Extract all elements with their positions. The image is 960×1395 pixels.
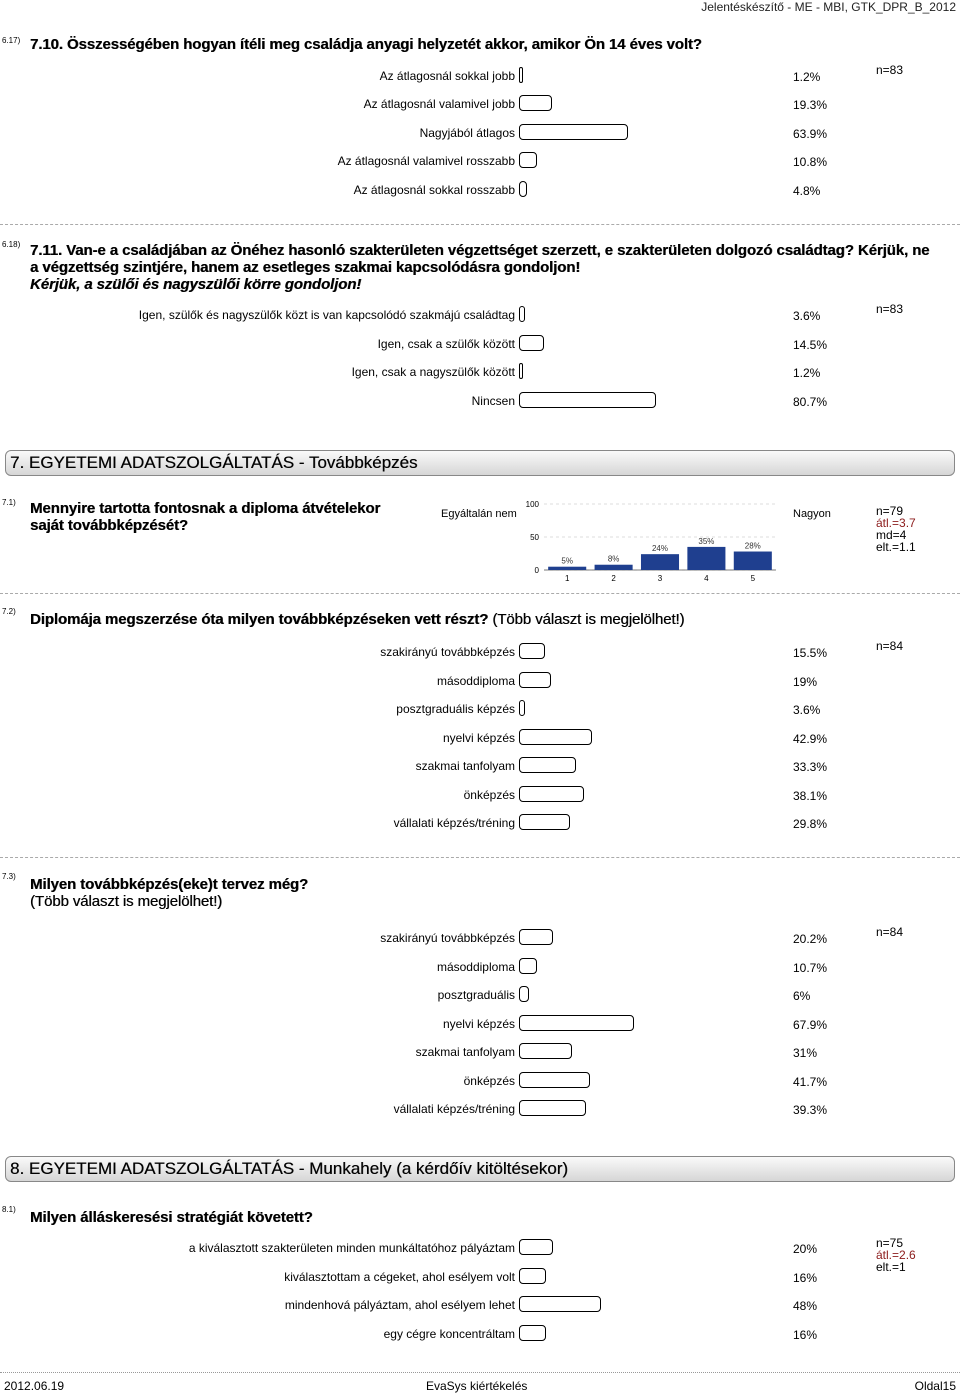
answer-percent: 14.5%	[793, 338, 828, 352]
answer-percent: 63.9%	[793, 127, 828, 141]
bar-data-label: 8%	[607, 554, 620, 564]
n-count: n=79	[876, 504, 904, 518]
question-title-line: saját továbbképzését?	[30, 517, 188, 534]
answer-percent: 33.3%	[793, 760, 828, 774]
answer-row	[0, 1015, 960, 1035]
answer-label: szakmai tanfolyam	[415, 759, 515, 773]
answer-label: Igen, csak a nagyszülők között	[351, 365, 515, 379]
answer-label: posztgraduális	[437, 988, 515, 1002]
answer-percent: 67.9%	[793, 1018, 828, 1032]
section-header: 8. EGYETEMI ADATSZOLGÁLTATÁS - Munkahely (a kérdőív kitöltésekor)	[5, 1156, 955, 1182]
separator	[0, 1372, 960, 1373]
answer-label: Az átlagosnál valamivel jobb	[363, 97, 515, 111]
answer-bar	[519, 152, 537, 168]
answer-bar	[519, 67, 523, 83]
answer-percent: 1.2%	[793, 70, 821, 84]
answer-label: nyelvi képzés	[442, 731, 515, 745]
separator	[0, 593, 960, 594]
question-title-line: 7.11. Van-e a családjában az Önéhez hasonló szakterületen végzettséget szerzett, e szakterületen dolgozó családtag? Kérjük, ne	[30, 242, 930, 259]
answer-label: kiválasztottam a cégeket, ahol esélyem volt	[284, 1270, 515, 1284]
answer-percent: 38.1%	[793, 789, 828, 803]
question-title: 7.10. Összességében hogyan ítéli meg családja anyagi helyzetét akkor, amikor Ön 14 éves volt?	[30, 36, 702, 53]
x-tick-label: 4	[704, 574, 709, 583]
median-value: md=4	[876, 528, 907, 542]
answer-row	[0, 1043, 960, 1063]
answer-bar	[519, 814, 570, 830]
mean-value: átl.=2.6	[876, 1248, 916, 1262]
answer-bar	[519, 786, 584, 802]
answer-bar	[519, 986, 529, 1002]
answer-bar	[519, 757, 576, 773]
answer-label: önképzés	[463, 1074, 515, 1088]
histogram-bar	[595, 565, 633, 570]
bar-data-label: 5%	[561, 556, 573, 566]
footer-page-number: Oldal15	[914, 1379, 956, 1393]
answer-percent: 16%	[793, 1271, 818, 1285]
question-title	[30, 876, 950, 910]
answer-bar	[519, 363, 523, 379]
question-title-line: Mennyire tartotta fontosnak a diploma átvételekor	[30, 500, 381, 517]
answer-row	[0, 1296, 960, 1316]
answer-percent: 3.6%	[793, 309, 821, 323]
answer-label: Az átlagosnál sokkal jobb	[379, 69, 515, 83]
scale-right-label: Nagyon	[793, 508, 831, 520]
footer-center: EvaSys kiértékelés	[426, 1379, 528, 1393]
answer-row	[0, 181, 960, 201]
footer-date: 2012.06.19	[4, 1379, 65, 1393]
answer-label: Az átlagosnál sokkal rosszabb	[353, 183, 515, 197]
x-tick-label: 3	[657, 574, 663, 583]
answer-row	[0, 757, 960, 777]
separator	[0, 224, 960, 225]
answer-label: vállalati képzés/tréning	[393, 1102, 515, 1116]
answer-percent: 20%	[793, 1242, 818, 1256]
answer-label: nyelvi képzés	[442, 1017, 515, 1031]
question-title	[30, 611, 950, 628]
answer-bar	[519, 1325, 546, 1341]
answer-percent: 41.7%	[793, 1075, 828, 1089]
stats-block	[876, 505, 916, 553]
answer-percent: 19.3%	[793, 98, 828, 112]
answer-label: Nincsen	[471, 394, 515, 408]
answer-bar	[519, 392, 656, 408]
answer-bar	[519, 958, 537, 974]
n-count: n=84	[876, 639, 904, 653]
answer-label: mindenhová pályáztam, ahol esélyem lehet	[284, 1298, 515, 1312]
answer-percent: 16%	[793, 1328, 818, 1342]
x-tick-label: 1	[564, 574, 570, 583]
answer-row	[0, 700, 960, 720]
n-count: n=75	[876, 1236, 904, 1250]
answer-row	[0, 814, 960, 834]
n-count: n=83	[876, 302, 904, 316]
question-number: 7.1)	[2, 498, 16, 507]
answer-row	[0, 67, 960, 87]
answer-percent: 80.7%	[793, 395, 828, 409]
answer-percent: 29.8%	[793, 817, 828, 831]
question-title-main: Diplomája megszerzése óta milyen továbbképzéseken vett részt?	[30, 611, 489, 628]
answer-bar	[519, 1239, 553, 1255]
answer-percent: 10.7%	[793, 961, 828, 975]
answer-bar	[519, 1100, 586, 1116]
answer-bar	[519, 181, 527, 197]
y-tick-label: 50	[530, 533, 539, 542]
histogram-bar	[548, 567, 586, 570]
question-number: 6.17)	[2, 36, 21, 45]
stddev-value: elt.=1	[876, 1260, 906, 1274]
x-tick-label: 2	[611, 574, 616, 583]
answer-bar	[519, 643, 545, 659]
answer-row	[0, 786, 960, 806]
answer-bar	[519, 1296, 601, 1312]
answer-row	[0, 1325, 960, 1345]
answer-row	[0, 1100, 960, 1120]
answer-label: Igen, szülők és nagyszülők közt is van kapcsolódó szakmájú családtag	[138, 308, 515, 322]
answer-row	[0, 306, 960, 326]
answer-bar	[519, 1268, 546, 1284]
answer-row	[0, 1236, 960, 1262]
answer-row	[0, 958, 960, 978]
answer-percent: 19%	[793, 675, 818, 689]
stddev-value: elt.=1.1	[876, 540, 916, 554]
bar-data-label: 35%	[698, 536, 715, 546]
answer-label: a kiválasztott szakterületen minden munkáltatóhoz pályáztam	[188, 1241, 515, 1255]
question-title	[30, 242, 950, 293]
answer-bar	[519, 729, 592, 745]
answer-label: vállalati képzés/tréning	[393, 816, 515, 830]
answer-percent: 15.5%	[793, 646, 828, 660]
y-tick-label: 100	[525, 500, 539, 509]
question-title-hint: Kérjük, a szülői és nagyszülői körre gondoljon!	[30, 276, 362, 293]
answer-percent: 42.9%	[793, 732, 828, 746]
question-title-note: (Több választ is megjelölhet!)	[30, 893, 223, 910]
answer-row	[0, 124, 960, 144]
question-title-line: a végzettség szintjére, hanem az esetleges szakmai kapcsolódásra gondoljon!	[30, 259, 581, 276]
question-title-line: Milyen továbbképzés(eke)t tervez még?	[30, 876, 309, 893]
answer-row	[0, 363, 960, 383]
answer-row	[0, 672, 960, 692]
answer-row	[0, 1268, 960, 1288]
x-tick-label: 5	[750, 574, 756, 583]
answer-label: önképzés	[463, 788, 515, 802]
answer-label: Igen, csak a szülők között	[377, 337, 515, 351]
bar-data-label: 28%	[744, 541, 761, 551]
y-tick-label: 0	[534, 566, 539, 575]
answer-label: egy cégre koncentráltam	[383, 1327, 515, 1341]
answer-label: posztgraduális képzés	[396, 702, 515, 716]
answer-label: szakirányú továbbképzés	[380, 931, 515, 945]
answer-row	[0, 392, 960, 412]
answer-percent: 6%	[793, 989, 811, 1003]
answer-percent: 48%	[793, 1299, 818, 1313]
question-title	[30, 500, 410, 534]
answer-bar	[519, 672, 551, 688]
answer-label: másoddiploma	[436, 960, 515, 974]
answer-row	[0, 95, 960, 115]
answer-bar	[519, 95, 552, 111]
answer-bar	[519, 306, 525, 322]
answer-label: másoddiploma	[436, 674, 515, 688]
question-title: Milyen álláskeresési stratégiát követett?	[30, 1209, 313, 1226]
n-count: n=84	[876, 925, 904, 939]
scale-left-label: Egyáltalán nem	[441, 508, 517, 520]
question-number: 7.2)	[2, 607, 16, 616]
report-header: Jelentéskészítő - ME - MBI, GTK_DPR_B_2012	[701, 0, 956, 14]
question-title-note: (Több választ is megjelölhet!)	[488, 611, 685, 628]
answer-bar	[519, 124, 628, 140]
answer-bar	[519, 929, 553, 945]
answer-bar	[519, 1043, 572, 1059]
answer-bar	[519, 1072, 590, 1088]
answer-percent: 1.2%	[793, 366, 821, 380]
answer-row	[0, 986, 960, 1006]
answer-row	[0, 729, 960, 749]
answer-percent: 3.6%	[793, 703, 821, 717]
histogram-bar	[734, 552, 772, 570]
bar-data-label: 24%	[651, 544, 669, 554]
answer-percent: 10.8%	[793, 155, 828, 169]
answer-row	[0, 335, 960, 355]
answer-label: szakirányú továbbképzés	[380, 645, 515, 659]
histogram-chart	[520, 496, 790, 586]
answer-bar	[519, 1015, 634, 1031]
section-header: 7. EGYETEMI ADATSZOLGÁLTATÁS - Továbbképzés	[5, 450, 955, 476]
answer-label: szakmai tanfolyam	[415, 1045, 515, 1059]
answer-row	[0, 152, 960, 172]
answer-percent: 39.3%	[793, 1103, 828, 1117]
mean-value: átl.=3.7	[876, 516, 916, 530]
answer-percent: 31%	[793, 1046, 818, 1060]
answer-label: Az átlagosnál valamivel rosszabb	[337, 154, 515, 168]
answer-percent: 4.8%	[793, 184, 821, 198]
answer-percent: 20.2%	[793, 932, 828, 946]
answer-bar	[519, 700, 525, 716]
answer-label: Nagyjából átlagos	[419, 126, 515, 140]
question-number: 6.18)	[2, 240, 21, 249]
question-number: 8.1)	[2, 1205, 16, 1214]
histogram-bar	[641, 554, 679, 570]
answer-row	[0, 643, 960, 663]
answer-row	[0, 929, 960, 949]
separator	[0, 857, 960, 858]
answer-row	[0, 1072, 960, 1092]
answer-bar	[519, 335, 544, 351]
question-number: 7.3)	[2, 872, 16, 881]
histogram-bar	[687, 547, 725, 570]
n-count: n=83	[876, 63, 904, 77]
